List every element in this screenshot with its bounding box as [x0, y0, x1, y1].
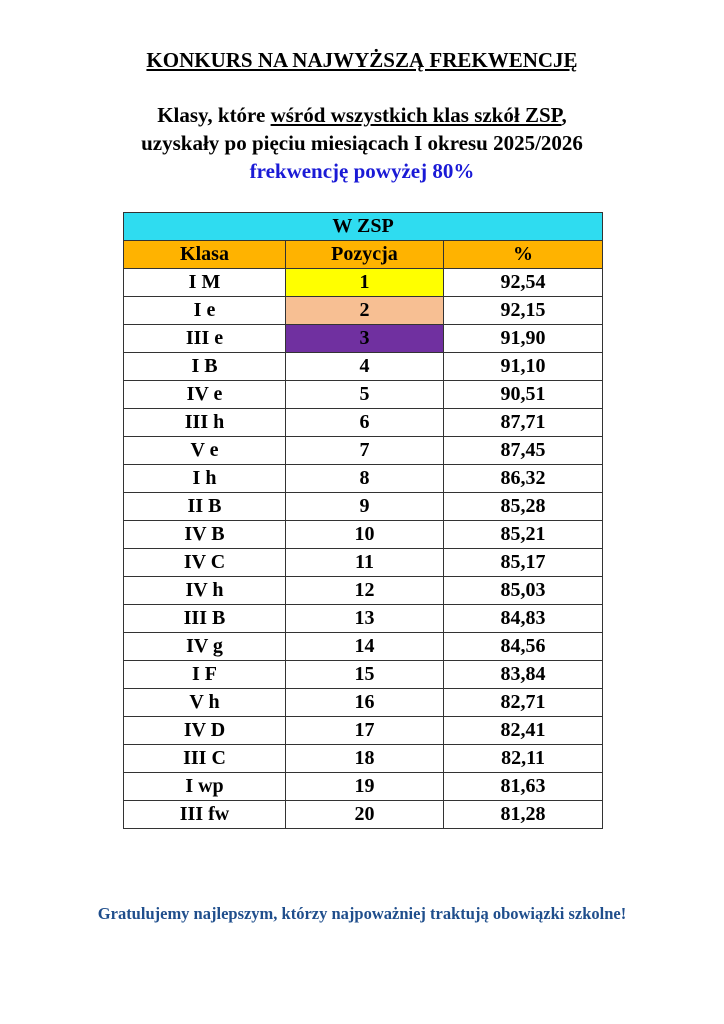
cell-procent: 81,28	[444, 801, 603, 829]
cell-klasa: I M	[124, 269, 286, 297]
subtitle	[0, 101, 724, 185]
cell-pozycja: 14	[286, 633, 444, 661]
cell-klasa: III B	[124, 605, 286, 633]
table-header-row	[124, 241, 603, 269]
table-row	[124, 269, 603, 297]
cell-pozycja: 11	[286, 549, 444, 577]
cell-klasa: IV h	[124, 577, 286, 605]
table-row	[124, 773, 603, 801]
cell-klasa: I h	[124, 465, 286, 493]
cell-procent: 92,15	[444, 297, 603, 325]
cell-pozycja: 10	[286, 521, 444, 549]
cell-klasa: I F	[124, 661, 286, 689]
cell-pozycja: 8	[286, 465, 444, 493]
subtitle-line-1-pre: Klasy, które	[157, 103, 271, 127]
cell-pozycja: 20	[286, 801, 444, 829]
cell-pozycja: 16	[286, 689, 444, 717]
cell-klasa: II B	[124, 493, 286, 521]
cell-pozycja: 15	[286, 661, 444, 689]
page-title: KONKURS NA NAJWYŻSZĄ FREKWENCJĘ	[146, 48, 578, 72]
table-row	[124, 381, 603, 409]
cell-procent: 81,63	[444, 773, 603, 801]
subtitle-line-2: uzyskały po pięciu miesiącach I okresu 2025/2026	[141, 131, 583, 155]
cell-procent: 85,21	[444, 521, 603, 549]
cell-pozycja: 5	[286, 381, 444, 409]
cell-procent: 84,83	[444, 605, 603, 633]
cell-pozycja: 1	[286, 269, 444, 297]
cell-klasa: IV D	[124, 717, 286, 745]
cell-klasa: V e	[124, 437, 286, 465]
cell-klasa: I B	[124, 353, 286, 381]
table-row	[124, 717, 603, 745]
table-row	[124, 409, 603, 437]
cell-procent: 87,45	[444, 437, 603, 465]
cell-procent: 87,71	[444, 409, 603, 437]
cell-pozycja: 12	[286, 577, 444, 605]
cell-procent: 83,84	[444, 661, 603, 689]
cell-procent: 92,54	[444, 269, 603, 297]
table-row	[124, 465, 603, 493]
cell-procent: 90,51	[444, 381, 603, 409]
subtitle-line-3: frekwencję powyżej 80%	[249, 159, 475, 183]
cell-pozycja: 3	[286, 325, 444, 353]
cell-pozycja: 18	[286, 745, 444, 773]
cell-klasa: IV C	[124, 549, 286, 577]
table-row	[124, 633, 603, 661]
attendance-table	[123, 212, 603, 829]
cell-klasa: III fw	[124, 801, 286, 829]
cell-procent: 91,10	[444, 353, 603, 381]
cell-procent: 85,28	[444, 493, 603, 521]
cell-klasa: IV B	[124, 521, 286, 549]
table-caption-row	[124, 213, 603, 241]
cell-procent: 85,17	[444, 549, 603, 577]
cell-pozycja: 17	[286, 717, 444, 745]
cell-klasa: IV g	[124, 633, 286, 661]
table-row	[124, 521, 603, 549]
table-caption: W ZSP	[124, 213, 603, 241]
subtitle-line-1-underlined: wśród wszystkich klas szkół ZSP	[270, 103, 562, 127]
cell-pozycja: 19	[286, 773, 444, 801]
cell-procent: 84,56	[444, 633, 603, 661]
cell-procent: 82,11	[444, 745, 603, 773]
cell-procent: 82,71	[444, 689, 603, 717]
table-row	[124, 325, 603, 353]
cell-pozycja: 4	[286, 353, 444, 381]
cell-klasa: III h	[124, 409, 286, 437]
table-row	[124, 605, 603, 633]
table-row	[124, 661, 603, 689]
header-pozycja: Pozycja	[286, 241, 444, 269]
cell-procent: 86,32	[444, 465, 603, 493]
cell-pozycja: 7	[286, 437, 444, 465]
cell-klasa: V h	[124, 689, 286, 717]
cell-pozycja: 9	[286, 493, 444, 521]
table-row	[124, 353, 603, 381]
subtitle-line-1	[0, 101, 724, 129]
cell-pozycja: 2	[286, 297, 444, 325]
cell-procent: 82,41	[444, 717, 603, 745]
cell-procent: 85,03	[444, 577, 603, 605]
cell-klasa: III C	[124, 745, 286, 773]
header-klasa: Klasa	[124, 241, 286, 269]
footer-message: Gratulujemy najlepszym, którzy najpoważniej traktują obowiązki szkolne!	[97, 904, 627, 923]
cell-procent: 91,90	[444, 325, 603, 353]
subtitle-line-1-post: ,	[561, 103, 567, 127]
cell-klasa: I e	[124, 297, 286, 325]
cell-pozycja: 6	[286, 409, 444, 437]
table-row	[124, 745, 603, 773]
table-row	[124, 437, 603, 465]
cell-klasa: I wp	[124, 773, 286, 801]
table-row	[124, 297, 603, 325]
cell-klasa: III e	[124, 325, 286, 353]
table-row	[124, 689, 603, 717]
cell-pozycja: 13	[286, 605, 444, 633]
table-row	[124, 577, 603, 605]
table-row	[124, 549, 603, 577]
header-procent: %	[444, 241, 603, 269]
cell-klasa: IV e	[124, 381, 286, 409]
table-row	[124, 493, 603, 521]
table-row	[124, 801, 603, 829]
